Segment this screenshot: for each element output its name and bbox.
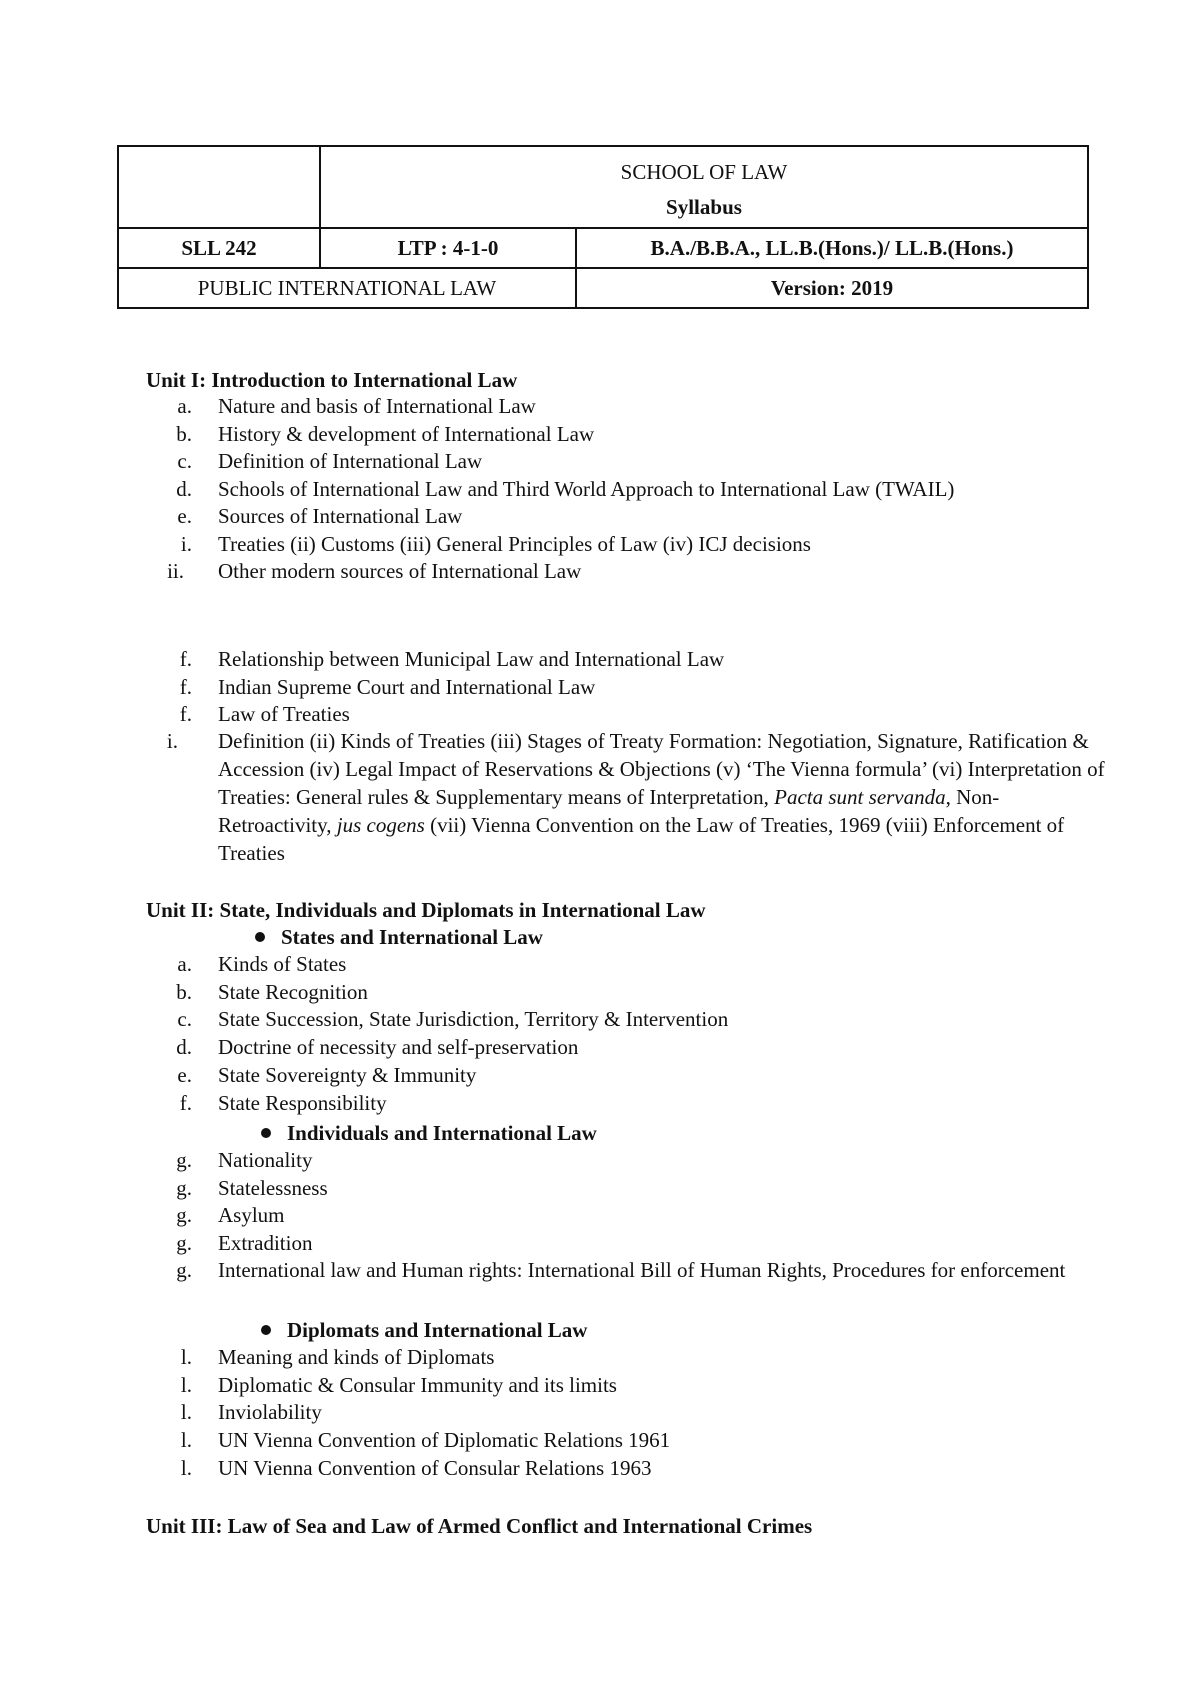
list-item-text: State Succession, State Jurisdiction, Territory & Intervention (218, 1007, 729, 1032)
list-item-text: Nationality (218, 1148, 313, 1172)
bullet-states (255, 923, 543, 951)
list-marker: g. (176, 1175, 192, 1200)
ltp-value: LTP : 4-1-0 (320, 228, 576, 268)
list-marker: l. (180, 1372, 192, 1397)
list-item-text: Other modern sources of International Law (218, 559, 582, 583)
list-item-text: Schools of International Law and Third World Approach to International Law (TWAIL) (218, 476, 955, 501)
list-marker: f. (179, 674, 192, 699)
list-item-text: Relationship between Municipal Law and International Law (218, 647, 725, 671)
bullet-icon (261, 1325, 271, 1335)
list-marker: ii. (167, 559, 184, 583)
list-item-text: History & development of International Law (218, 421, 595, 446)
list-item-text: Asylum (218, 1203, 285, 1227)
bullet-label: Diplomats and International Law (287, 1318, 588, 1342)
list-item-text: International law and Human rights: International Bill of Human Rights, Procedures for enforcement (218, 1258, 1066, 1282)
list-marker: f. (179, 1090, 192, 1115)
list-item-text: Definition of International Law (218, 449, 483, 473)
list-marker: i. (166, 729, 178, 753)
list-item-text: UN Vienna Convention of Diplomatic Relations 1961 (218, 1428, 671, 1453)
unit-1-title: Unit I: Introduction to International Law (146, 368, 518, 392)
list-marker: g. (176, 1258, 192, 1282)
list-item-text: Law of Treaties (218, 702, 350, 726)
list-item-text: UN Vienna Convention of Consular Relations 1963 (218, 1455, 652, 1480)
list-marker: g. (176, 1203, 192, 1227)
list-marker: d. (176, 476, 192, 501)
list-marker: b. (176, 979, 192, 1004)
treaty-text-part: , Non- Retroactivity, (218, 785, 1000, 837)
list-item-text: Diplomatic & Consular Immunity and its limits (218, 1372, 617, 1397)
treaty-text-part: Definition (ii) Kinds of Treaties (iii) Stages of Treaty Formation: Negotiation, Signature, Ratification & Accession (iv) Legal Impact of Reservations & Objections (v) ‘The Vienna formula’ (vi) Interpretation of Treaties: General rules & Supplementary means of Interpretation, (218, 729, 1105, 809)
list-marker: a. (177, 394, 192, 418)
list-marker: l. (180, 1428, 192, 1453)
treaty-details-text (218, 727, 1118, 867)
list-marker: l. (180, 1455, 192, 1480)
list-item-text: Sources of International Law (218, 504, 463, 528)
list-marker: l. (180, 1400, 192, 1425)
list-item-text: Statelessness (218, 1175, 328, 1200)
bullet-icon (261, 1128, 271, 1138)
bullet-label: States and International Law (281, 925, 543, 949)
list-marker: f. (179, 702, 192, 726)
school-name: SCHOOL OF LAW (620, 160, 788, 184)
list-marker: g. (176, 1230, 192, 1255)
course-title: PUBLIC INTERNATIONAL LAW (118, 268, 576, 308)
treaty-text-italic: Pacta sunt servanda (774, 785, 946, 809)
header-school-cell (320, 146, 1088, 228)
course-code: SLL 242 (118, 228, 320, 268)
list-item-text: Inviolability (218, 1400, 322, 1425)
bullet-icon (255, 932, 265, 942)
bullet-label: Individuals and International Law (287, 1121, 597, 1145)
bullet-individuals (261, 1119, 597, 1147)
list-item-text: Extradition (218, 1230, 313, 1255)
header-empty-cell (118, 146, 320, 228)
list-item-text: Indian Supreme Court and International Law (218, 674, 596, 699)
list-marker: d. (176, 1035, 192, 1060)
list-marker: e. (177, 1062, 192, 1087)
list-item-text: Nature and basis of International Law (218, 394, 536, 418)
program-name: B.A./B.B.A., LL.B.(Hons.)/ LL.B.(Hons.) (576, 228, 1088, 268)
list-marker: a. (177, 952, 192, 976)
unit-3-title: Unit III: Law of Sea and Law of Armed Conflict and International Crimes (146, 1514, 813, 1538)
unit-2-title: Unit II: State, Individuals and Diplomats in International Law (146, 898, 706, 922)
version-label: Version: 2019 (576, 268, 1088, 308)
list-marker: f. (179, 647, 192, 671)
list-marker: c. (177, 1007, 192, 1032)
treaty-text-part: (vii) Vienna Convention on the Law of Treaties, 1969 (viii) Enforcement of Treaties (218, 813, 1065, 865)
treaty-text-italic: jus cogens (336, 813, 425, 837)
list-item-text: State Sovereignty & Immunity (218, 1062, 477, 1087)
list-marker: g. (176, 1148, 192, 1172)
list-item-text: State Responsibility (218, 1090, 387, 1115)
list-marker: e. (177, 504, 192, 528)
list-item-text: State Recognition (218, 979, 368, 1004)
list-item-text: Kinds of States (218, 952, 347, 976)
list-marker: b. (176, 421, 192, 446)
syllabus-label: Syllabus (666, 195, 742, 219)
bullet-diplomats (261, 1316, 587, 1344)
list-marker: i. (180, 531, 192, 556)
course-header-table (117, 145, 1089, 309)
list-item-text: Treaties (ii) Customs (iii) General Principles of Law (iv) ICJ decisions (218, 531, 811, 556)
list-item-text: Meaning and kinds of Diplomats (218, 1345, 495, 1369)
list-marker: l. (180, 1345, 192, 1369)
list-item-text: Doctrine of necessity and self-preservation (218, 1035, 579, 1060)
list-marker: c. (177, 449, 192, 473)
